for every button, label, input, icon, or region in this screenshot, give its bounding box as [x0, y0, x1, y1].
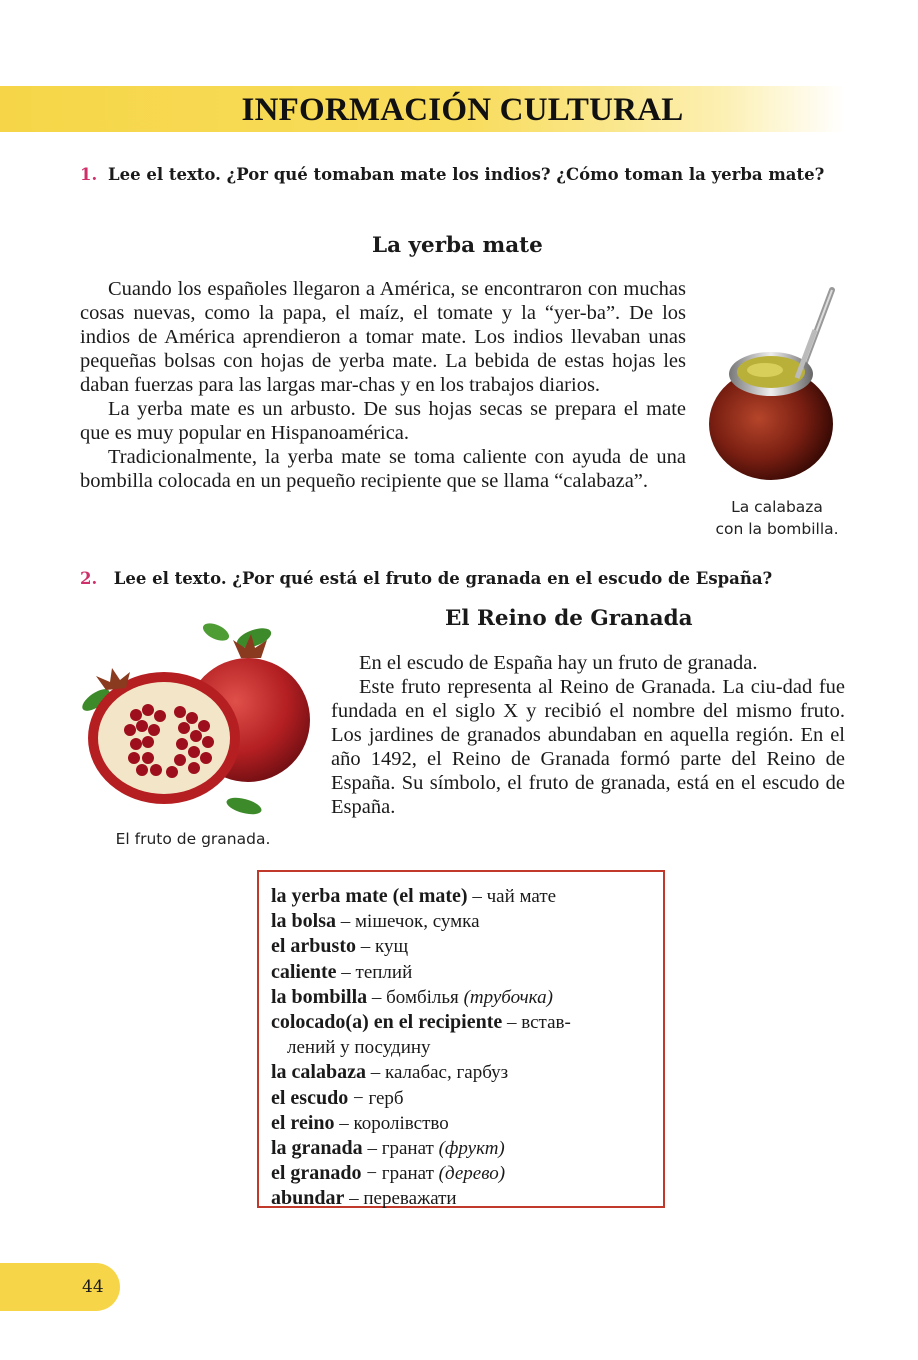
- vocab-entry: el granado − гранат (дерево): [271, 1162, 506, 1185]
- paragraph: Cuando los españoles llegaron a América, se encontraron con muchas cosas nuevas, como la papa, el maíz, el tomate y la “yer-ba”. De los indios de América aprendieron a tomar mate. Los indios llevaban unas pequeñas bolsas con hojas de yerba mate. La bebida de estas hojas les daban fuerzas para las largas mar-chas y en los trabajos diarios.: [80, 278, 686, 396]
- vocab-entry: abundar – переважати: [271, 1187, 457, 1210]
- vocab-entry: la yerba mate (el mate) – чай мате: [271, 885, 557, 907]
- pomegranate-image: [76, 620, 316, 815]
- page-number: 44: [82, 1277, 104, 1297]
- vocab-entry: la bombilla – бомбілья (трубочка): [271, 985, 553, 1008]
- vocab-entry: la calabaza – калабас, гарбуз: [271, 1061, 509, 1084]
- mate-image-caption: [702, 496, 852, 540]
- mate-gourd-image: [705, 282, 845, 487]
- pomegranate-image-caption: El fruto de granada.: [115, 830, 271, 848]
- reading-text-yerba-mate: [80, 277, 686, 493]
- reading-title-yerba-mate: La yerba mate: [372, 233, 543, 258]
- vocab-entry: la bolsa – мішечок, сумка: [271, 910, 480, 933]
- paragraph: La yerba mate es un arbusto. De sus hojas secas se prepara el mate que es muy popular en Hispanoamérica.: [80, 398, 686, 444]
- task-1: [80, 163, 845, 186]
- vocab-entry: caliente – теплий: [271, 960, 413, 983]
- vocab-entry: el escudo − герб: [271, 1086, 404, 1109]
- reading-text-reino-de-granada: [331, 651, 845, 819]
- caption-line: La calabaza: [731, 498, 823, 516]
- vocabulary-box: [257, 870, 665, 1208]
- paragraph: Tradicionalmente, la yerba mate se toma caliente con ayuda de una bombilla colocada en un pequeño recipiente que se llama “calabaza”.: [80, 446, 686, 492]
- vocab-entry: el arbusto – кущ: [271, 935, 409, 958]
- reading-title-reino-de-granada: El Reino de Granada: [445, 606, 693, 631]
- paragraph: Este fruto representa al Reino de Granada. La ciu-dad fue fundada en el siglo X y recibió el nombre del mismo fruto. Los jardines de granados abundaban en aquella región. En el año 1492, el Reino de Granada formó parte del Reino de España. Su símbolo, el fruto de granada, está en el escudo de España.: [331, 676, 845, 818]
- task-number: 1.: [80, 165, 98, 184]
- section-banner: [0, 86, 845, 132]
- task-text: Lee el texto. ¿Por qué está el fruto de granada en el escudo de España?: [113, 569, 773, 588]
- paragraph: En el escudo de España hay un fruto de granada.: [359, 652, 758, 674]
- caption-line: con la bombilla.: [715, 520, 839, 538]
- section-title: INFORMACIÓN CULTURAL: [241, 92, 684, 128]
- vocab-entry: el reino – королівство: [271, 1111, 449, 1134]
- vocab-entry: la granada – гранат (фрукт): [271, 1137, 505, 1160]
- vocab-entry: colocado(a) en el recipiente – встав-: [271, 1011, 571, 1034]
- task-number: 2.: [80, 569, 98, 588]
- task-text: Lee el texto. ¿Por qué tomaban mate los indios? ¿Cómo toman la yerba mate?: [108, 165, 825, 184]
- vocab-entry-continuation: лений у посудину: [287, 1037, 431, 1059]
- task-2: [80, 567, 845, 590]
